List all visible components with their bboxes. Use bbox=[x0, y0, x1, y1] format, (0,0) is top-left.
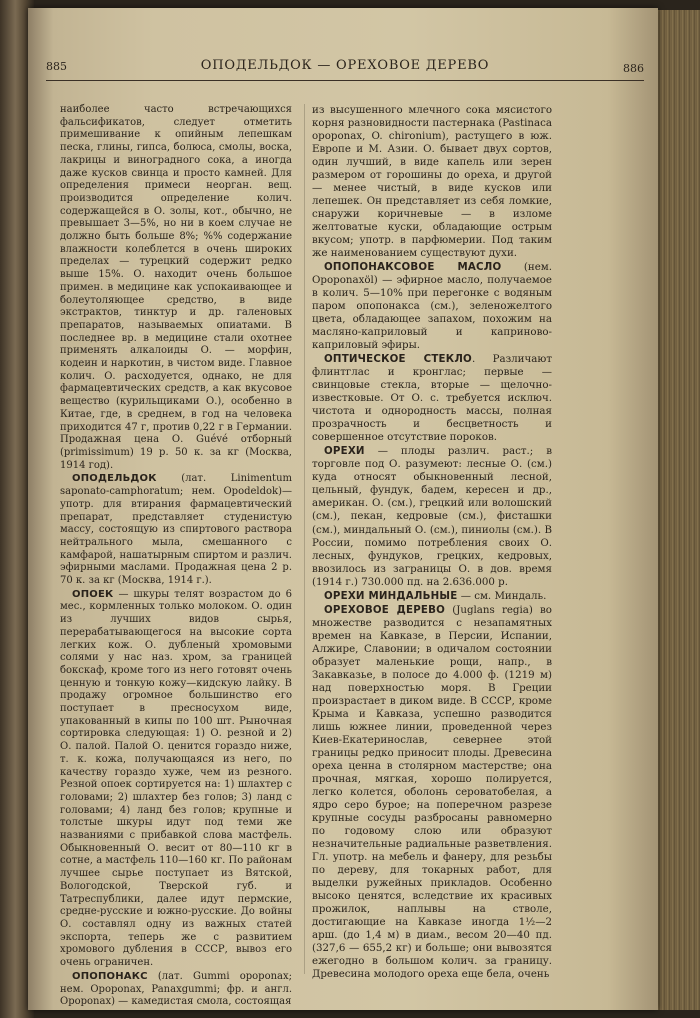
entry-orekhi bbox=[312, 445, 552, 588]
column-divider bbox=[304, 104, 305, 974]
entry-opoek bbox=[60, 589, 292, 970]
headword: ОПТИЧЕСКОЕ СТЕКЛО bbox=[324, 353, 472, 366]
headword: ОРЕХОВОЕ ДЕРЕВО bbox=[324, 603, 446, 616]
paragraph-text: наиболее часто встречающихся фальсификатов, следует отметить примешивание к опийным лепешкам песка, глины, гипса, болюса, смолы, воска, лакрицы и виноградного сока, а иногда даже кусков свинца и просто камней. Для определения примеси неорган. вещ. производится определение колич. содержащейся в О. золы, кот., обычно, не превышает 3—5%, но ни в коем случае не должно быть больше 8%; %% содержание влажности колеблется в очень широких пределах — турецкий содержит редко выше 15%. О. находит очень большое примен. в медицине как успокаивающее и болеутоляющее средство, в виде экстрактов, тинктур и др. галеновых препаратов, называемых опиатами. В последнее вр. в медицине стали охотнее применять алкалоиды О. — морфин, кодеин и наркотин, в чистом виде. Главное колич. О. расходуется, однако, не для фармацевтических средств, а как вкусовое вещество (курильщиками О.), особенно в Китае, где, в среднем, в год на человека приходится 47 г, против 0,22 г в Германии. Продажная цена О. Guévé отборный (primissimum) 19 р. 50 к. за кг (Москва, 1914 год). bbox=[60, 104, 292, 471]
headword: ОРЕХИ bbox=[324, 445, 365, 458]
right-column bbox=[312, 104, 552, 981]
book-page bbox=[28, 8, 658, 1010]
headword: ОПОПОНАКСОВОЕ МАСЛО bbox=[324, 261, 502, 274]
headword: ОПОЕК bbox=[72, 588, 114, 600]
headword: ОПОДЕЛЬДОК bbox=[72, 473, 157, 485]
entry-opoponaks bbox=[60, 971, 292, 1009]
entry-orekhovoe-derevo bbox=[312, 604, 552, 981]
running-header bbox=[46, 58, 644, 81]
page-number-right: 886 bbox=[623, 62, 644, 75]
entry-opticheskoe-steklo bbox=[312, 353, 552, 444]
paragraph-text: из высушенного млечного сока мясистого корня разновидности пастернака (Pastinaca opoponax, O. chironium), растущего в юж. Европе и М. Азии. О. бывает двух сортов, один лучший, в виде капель или зерен размером от горошины до ореха, и другой — менее чистый, в виде кусков или лепешек. Он представляет из себя ломкие, снаружи коричневые — в изломе желтоватые куски, обладающие острым вкусом; употр. в парфюмерии. Под таким же наименованием существуют духи. bbox=[312, 104, 552, 260]
entry-text: — плоды различ. раст.; в торговле под О. разумеют: лесные О. (см.) куда относят обыкновенный лесной, цельный, фундук, бадем, кересен и др., американ. О. (см.), грецкий или волошский (см.), пекан, кедровые (см.), фисташки (см.), миндальный О. (см.), пиниолы (см.). В России, помимо потребления своих О. лесных, фундуков, грецких, кедровых, ввозилось из заграницы О. в дов. время (1914 г.) 730.000 пд. на 2.636.000 р. bbox=[312, 445, 552, 588]
entry-text: — см. Миндаль. bbox=[460, 589, 547, 602]
left-column bbox=[60, 104, 292, 1009]
paragraph-continuation bbox=[312, 104, 552, 260]
running-title: ОПОДЕЛЬДОК — ОРЕХОВОЕ ДЕРЕВО bbox=[200, 58, 490, 73]
page-edges bbox=[654, 10, 700, 1010]
entry-text: (лат. Linimentum saponato-camphoratum; нем. Opodeldok)—употр. для втирания фармацевтический препарат, представляет студенистую массу, состоящую из спиртового раствора нейтрального мыла, смешанного с камфарой, нашатырным спиртом и различ. эфирными маслами. Продажная цена 2 р. 70 к. за кг (Москва, 1914 г.). bbox=[60, 473, 292, 587]
entry-text: . Различают флинтглас и кронглас; первые — свинцовые стекла, вторые — щелочно-известковые. От О. с. требуется исключ. чистота и однородность массы, полная прозрачность и бесцветность и совершенное отсутствие пороков. bbox=[312, 353, 552, 444]
headword: ОРЕХИ МИНДАЛЬНЫЕ bbox=[324, 589, 458, 602]
entry-opoponaksovoe-maslo bbox=[312, 261, 552, 352]
entry-text: — шкуры телят возрастом до 6 мес., кормленных только молоком. О. один из лучших видов сырья, перерабатывающегося на высокие сорта легких кож. О. дубленый хромовыми солями у нас наз. хром, за границей бокскаф, кроме того из него готовят очень ценную и тонкую кожу—кидскую лайку. В продажу огромное большинство его поступает в пресносухом виде, упакованный в кипы по 100 шт. Рыночная сортировка следующая: 1) О. резной и 2) О. палой. Палой О. ценится гораздо ниже, т. к. кожа, получающаяся из него, по качеству гораздо хуже, чем из резного. Резной опоек сортируется на: 1) шлахтер с головами; 2) шлахтер без голов; 3) ланд с головами; 4) ланд без голов; крупные и толстые шкуры идут под теми же названиями с прибавкой слова мастфель. Обыкновенный О. весит от 80—110 кг в сотне, а мастфель 110—160 кг. По районам лучшее сырье поступает из Вятской, Вологодской, Тверской губ. и Татреспублики, далее идут пермские, средне-русские и южно-русские. До войны О. составлял одну из важных статей экспорта, теперь же с развитием хромового дубления в СССР, вывоз его очень ограничен. bbox=[60, 588, 292, 969]
headword: ОПОПОНАКС bbox=[72, 970, 148, 982]
page-number-left: 885 bbox=[46, 60, 67, 73]
entry-text: (лат. Gummi opoponax; нем. Opoponax, Panaxgummi; фр. и англ. Opoponax) — камедистая смола, состоящая bbox=[60, 970, 293, 1008]
entry-text: (Juglans regia) во множестве разводится с незапамятных времен на Кавказе, в Персии, Испании, Алжире, Славонии; в одичалом состоянии образует маленькие рощи, напр., в Закавказье, в полосе до 4.000 ф. (1219 м) над поверхностью моря. В Греции произрастает в диком виде. В СССР, кроме Крыма и Кавказа, успешно разводится лишь южнее линии, проведенной через Киев-Екатеринослав, севернее этой границы редко приносит плоды. Древесина ореха ценна в столярном мастерстве; она прочная, мягкая, хорошо полируется, легко колется, оболонь сероватобелая, а ядро серо бурое; на поперечном разрезе крупные сосуды разбросаны равномерно по годовому слою или образуют незначительные радиальные разветвления. Гл. употр. на мебель и фанеру, для резьбы по дереву, для токарных работ, для выделки ружейных прикладов. Особенно высоко ценятся, вследствие их красивых прожилок, наплывы на стволе, достигающие на Кавказе иногда 1½—2 арш. (до 1,4 м) в диам., весом 20—40 пд. (327,6 — 655,2 кг) и больше; они вывозятся ежегодно в большом колич. за границу. Древесина молодого ореха еще бела, очень bbox=[312, 603, 552, 981]
entry-opodeldok bbox=[60, 473, 292, 587]
paragraph-continuation bbox=[60, 104, 292, 472]
entry-orekhi-mindalnye bbox=[312, 590, 552, 603]
entry-text: (нем. Opoponaxöl) — эфирное масло, получаемое в колич. 5—10% при перегонке с водяным паром опопонакса (см.), зеленожелтого цвета, обладающее запахом, похожим на масляно-каприловый и каприново-каприловый эфиры. bbox=[312, 261, 553, 352]
